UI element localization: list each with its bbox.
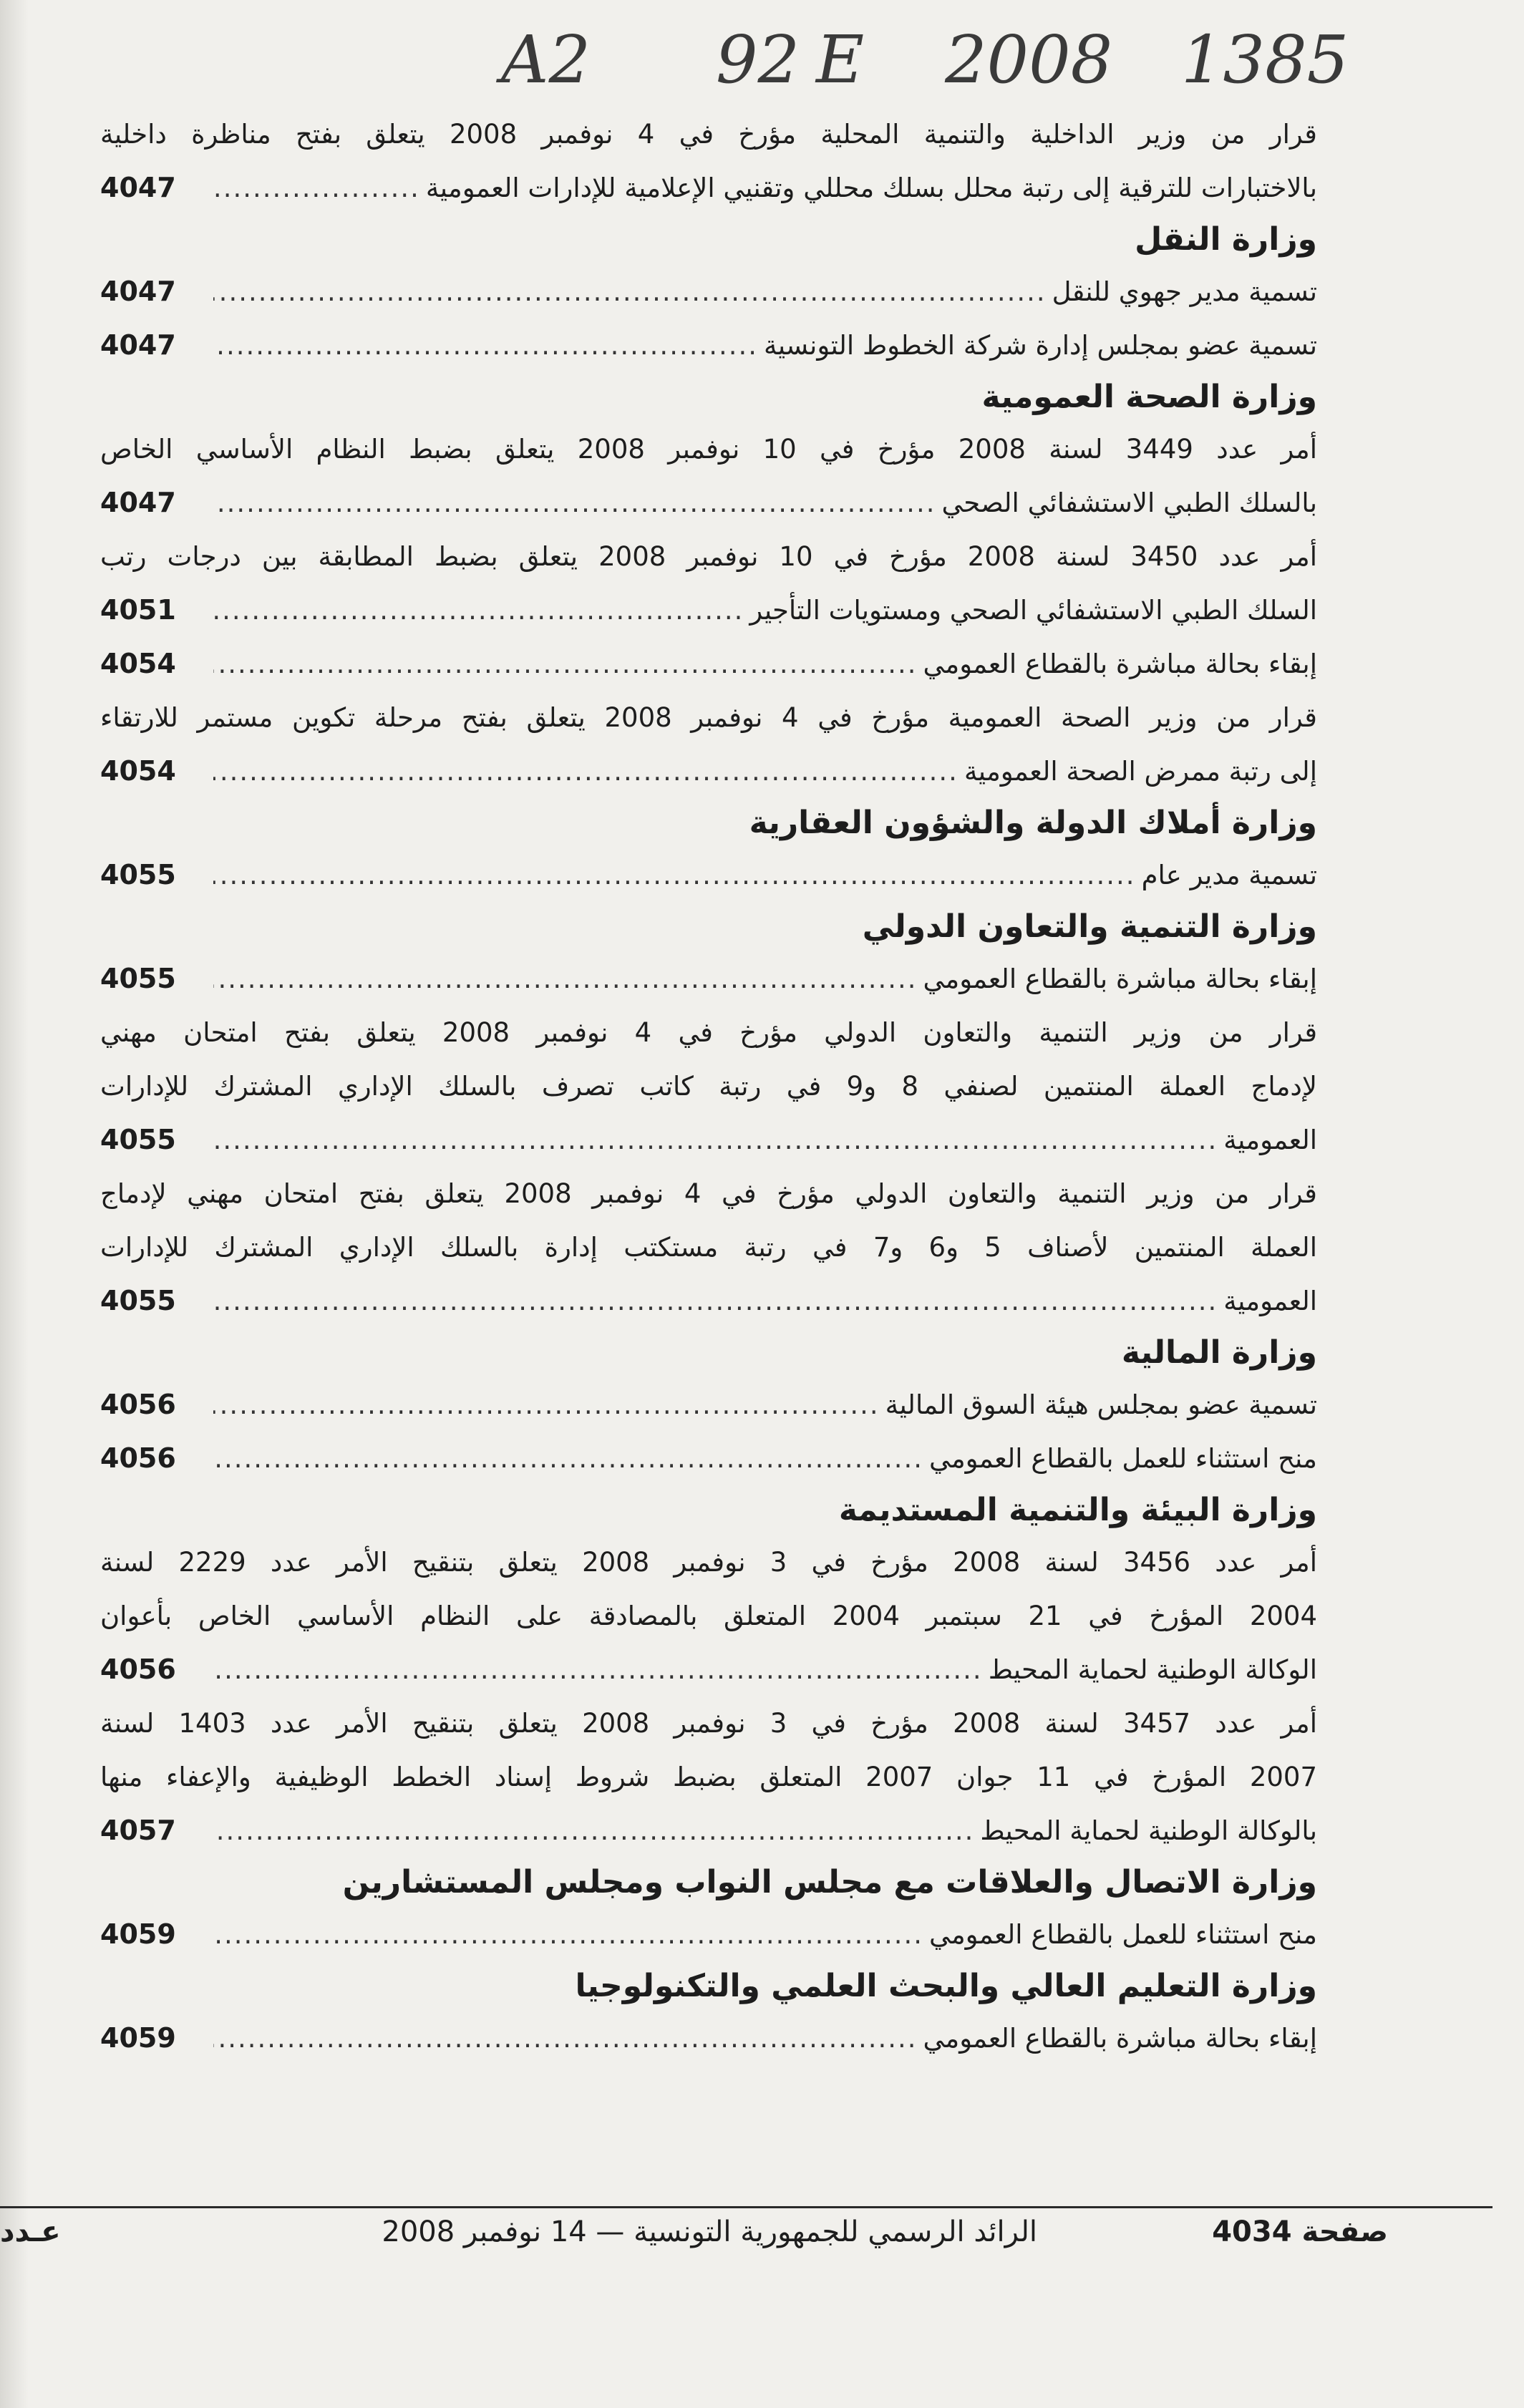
entry-page-number: 4047: [100, 487, 176, 518]
handwritten-note: A2: [501, 21, 591, 98]
dot-leader: [213, 265, 1047, 319]
entry-text: 2004 المؤرخ في 21 سبتمبر 2004 المتعلق بالمصادقة على النظام الأساسي الخاص بأعوان: [100, 1601, 1318, 1631]
entry-text: لإدماج العملة المنتمين لصنفي 8 و9 في رتبة كاتب تصرف بالسلك الإداري المشترك للإدارات: [100, 1071, 1317, 1102]
ministry-heading: [100, 798, 1317, 848]
dot-leader: [213, 1378, 880, 1432]
toc-entry-line: [100, 691, 1317, 744]
entry-text: إلى رتبة ممرض الصحة العمومية: [964, 756, 1317, 787]
toc-entry-line: [100, 1113, 1317, 1167]
toc-entry-line: [100, 319, 1317, 372]
entry-text: أمر عدد 3457 لسنة 2008 مؤرخ في 3 نوفمبر 2008 يتعلق بتنقيح الأمر عدد 1403 لسنة: [100, 1708, 1317, 1739]
toc-entry-line: [100, 1589, 1317, 1643]
toc-entry-line: [100, 1696, 1317, 1750]
entry-page-number: 4051: [100, 594, 176, 626]
toc-entry-line: [100, 530, 1317, 583]
entry-text: تسمية مدير جهوي للنقل: [1052, 276, 1317, 307]
ministry-heading: [100, 372, 1317, 422]
toc-entry-line: [100, 1643, 1317, 1696]
toc-entry-line: [100, 1274, 1317, 1328]
handwritten-note: 2008: [945, 21, 1113, 98]
entry-page-number: 4057: [100, 1815, 176, 1846]
ministry-heading-label: وزارة المالية: [1121, 1334, 1317, 1371]
entry-page-number: 4055: [100, 859, 176, 890]
dot-leader: [213, 583, 744, 637]
dot-leader: [213, 744, 958, 798]
ministry-heading: [100, 1328, 1317, 1378]
dot-leader: [213, 319, 758, 372]
ministry-heading-label: وزارة التعليم العالي والبحث العلمي والتكنولوجيا: [575, 1968, 1317, 2004]
toc-entry-line: [100, 1535, 1317, 1589]
toc-entry-line: [100, 1750, 1317, 1804]
dot-leader: [213, 952, 918, 1006]
dot-leader: [213, 637, 918, 691]
entry-text: إبقاء بحالة مباشرة بالقطاع العمومي: [923, 2023, 1317, 2054]
ministry-heading-label: وزارة الاتصال والعلاقات مع مجلس النواب ومجلس المستشارين: [342, 1864, 1317, 1900]
gazette-title-date: الرائد الرسمي للجمهورية التونسية — 14 نوفمبر 2008: [382, 2215, 1037, 2248]
toc-entry-line: [100, 952, 1317, 1006]
toc-entry-line: [100, 1908, 1317, 1961]
dot-leader: [213, 161, 420, 215]
entry-page-number: 4054: [100, 648, 176, 679]
toc-entry-line: [100, 265, 1317, 319]
entry-text: العمومية: [1223, 1125, 1317, 1155]
ministry-heading-label: وزارة الصحة العمومية: [981, 379, 1317, 415]
page-edge-shadow: [0, 0, 29, 2408]
entry-text: منح استثناء للعمل بالقطاع العمومي: [929, 1919, 1317, 1950]
entry-text: بالسلك الطبي الاستشفائي الصحي: [941, 487, 1317, 518]
ministry-heading: [100, 902, 1317, 952]
entry-page-number: 4047: [100, 276, 176, 307]
issue-number: عـدد: [0, 2215, 61, 2248]
toc-entry-line: [100, 583, 1317, 637]
toc-entry-line: [100, 107, 1317, 161]
entry-text: إبقاء بحالة مباشرة بالقطاع العمومي: [923, 963, 1317, 994]
entry-page-number: 4056: [100, 1442, 176, 1474]
entry-text: بالوكالة الوطنية لحماية المحيط: [980, 1815, 1317, 1846]
entry-page-number: 4056: [100, 1654, 176, 1685]
entry-text: تسمية عضو بمجلس إدارة شركة الخطوط التونسية: [764, 330, 1317, 361]
ministry-heading-label: وزارة التنمية والتعاون الدولي: [862, 908, 1317, 945]
dot-leader: [213, 476, 936, 530]
page-number: صفحة 4034: [1212, 2215, 1388, 2248]
entry-text: تسمية عضو بمجلس هيئة السوق المالية: [885, 1389, 1317, 1420]
entry-page-number: 4059: [100, 2022, 176, 2054]
toc-entry-line: [100, 1220, 1317, 1274]
toc-entry-line: [100, 2011, 1317, 2065]
entry-page-number: 4056: [100, 1389, 176, 1420]
entry-page-number: 4055: [100, 963, 176, 994]
handwritten-note: E: [816, 21, 865, 98]
toc-entry-line: [100, 1006, 1317, 1059]
ministry-heading: [100, 1961, 1317, 2011]
entry-page-number: 4055: [100, 1124, 176, 1155]
toc-entry-line: [100, 1167, 1317, 1220]
toc-entry-line: [100, 1059, 1317, 1113]
handwritten-note: 1385: [1181, 21, 1349, 98]
entry-page-number: 4047: [100, 172, 176, 203]
toc-entry-line: [100, 637, 1317, 691]
toc-entry-line: [100, 1378, 1317, 1432]
handwritten-note: 92: [716, 21, 800, 98]
entry-text: السلك الطبي الاستشفائي الصحي ومستويات التأجير: [749, 595, 1317, 626]
toc-entry-line: [100, 1432, 1317, 1485]
entry-text: أمر عدد 3456 لسنة 2008 مؤرخ في 3 نوفمبر 2008 يتعلق بتنقيح الأمر عدد 2229 لسنة: [100, 1547, 1317, 1578]
table-of-contents: [100, 107, 1317, 2065]
dot-leader: [213, 1908, 923, 1961]
entry-page-number: 4054: [100, 755, 176, 787]
entry-text: قرار من وزير الصحة العمومية مؤرخ في 4 نوفمبر 2008 يتعلق بفتح مرحلة تكوين مستمر للارتقاء: [100, 702, 1317, 733]
entry-text: أمر عدد 3450 لسنة 2008 مؤرخ في 10 نوفمبر 2008 يتعلق بضبط المطابقة بين درجات رتب: [100, 541, 1318, 572]
footer-divider: [0, 2206, 1493, 2208]
toc-entry-line: [100, 422, 1317, 476]
ministry-heading-label: وزارة النقل: [1135, 221, 1317, 258]
ministry-heading: [100, 215, 1317, 265]
ministry-heading: [100, 1485, 1317, 1535]
entry-text: أمر عدد 3449 لسنة 2008 مؤرخ في 10 نوفمبر 2008 يتعلق بضبط النظام الأساسي الخاص: [100, 434, 1318, 465]
entry-text: منح استثناء للعمل بالقطاع العمومي: [929, 1443, 1317, 1474]
page-footer: [0, 2215, 1524, 2258]
entry-text: الوكالة الوطنية لحماية المحيط: [988, 1654, 1317, 1685]
entry-page-number: 4047: [100, 329, 176, 361]
ministry-heading-label: وزارة أملاك الدولة والشؤون العقارية: [749, 805, 1317, 841]
entry-text: تسمية مدير عام: [1141, 860, 1317, 890]
entry-text: بالاختبارات للترقية إلى رتبة محلل بسلك محللي وتقنيي الإعلامية للإدارات العمومية: [425, 173, 1317, 203]
toc-entry-line: [100, 744, 1317, 798]
entry-text: قرار من وزير التنمية والتعاون الدولي مؤرخ في 4 نوفمبر 2008 يتعلق بفتح امتحان مهني: [100, 1017, 1318, 1048]
toc-entry-line: [100, 848, 1317, 902]
dot-leader: [213, 1274, 1218, 1328]
dot-leader: [213, 1113, 1218, 1167]
dot-leader: [213, 1432, 923, 1485]
toc-entry-line: [100, 476, 1317, 530]
entry-text: العملة المنتمين لأصناف 5 و6 و7 في رتبة مستكتب إدارة بالسلك الإداري المشترك للإدارات: [100, 1232, 1317, 1263]
ministry-heading-label: وزارة البيئة والتنمية المستديمة: [838, 1492, 1317, 1528]
dot-leader: [213, 2011, 918, 2065]
entry-page-number: 4059: [100, 1918, 176, 1950]
entry-text: قرار من وزير التنمية والتعاون الدولي مؤرخ في 4 نوفمبر 2008 يتعلق بفتح امتحان مهني لإدماج: [100, 1178, 1317, 1209]
entry-page-number: 4055: [100, 1285, 176, 1316]
dot-leader: [213, 1643, 983, 1696]
dot-leader: [213, 1804, 974, 1858]
ministry-heading: [100, 1858, 1317, 1908]
toc-entry-line: [100, 161, 1317, 215]
dot-leader: [213, 848, 1136, 902]
entry-text: قرار من وزير الداخلية والتنمية المحلية مؤرخ في 4 نوفمبر 2008 يتعلق بفتح مناظرة داخلية: [100, 119, 1317, 150]
toc-entry-line: [100, 1804, 1317, 1858]
entry-text: 2007 المؤرخ في 11 جوان 2007 المتعلق بضبط شروط إسناد الخطط الوظيفية والإعفاء منها: [100, 1762, 1317, 1792]
handwritten-annotation: [501, 21, 1360, 107]
entry-text: إبقاء بحالة مباشرة بالقطاع العمومي: [923, 649, 1317, 679]
entry-text: العمومية: [1223, 1286, 1317, 1316]
